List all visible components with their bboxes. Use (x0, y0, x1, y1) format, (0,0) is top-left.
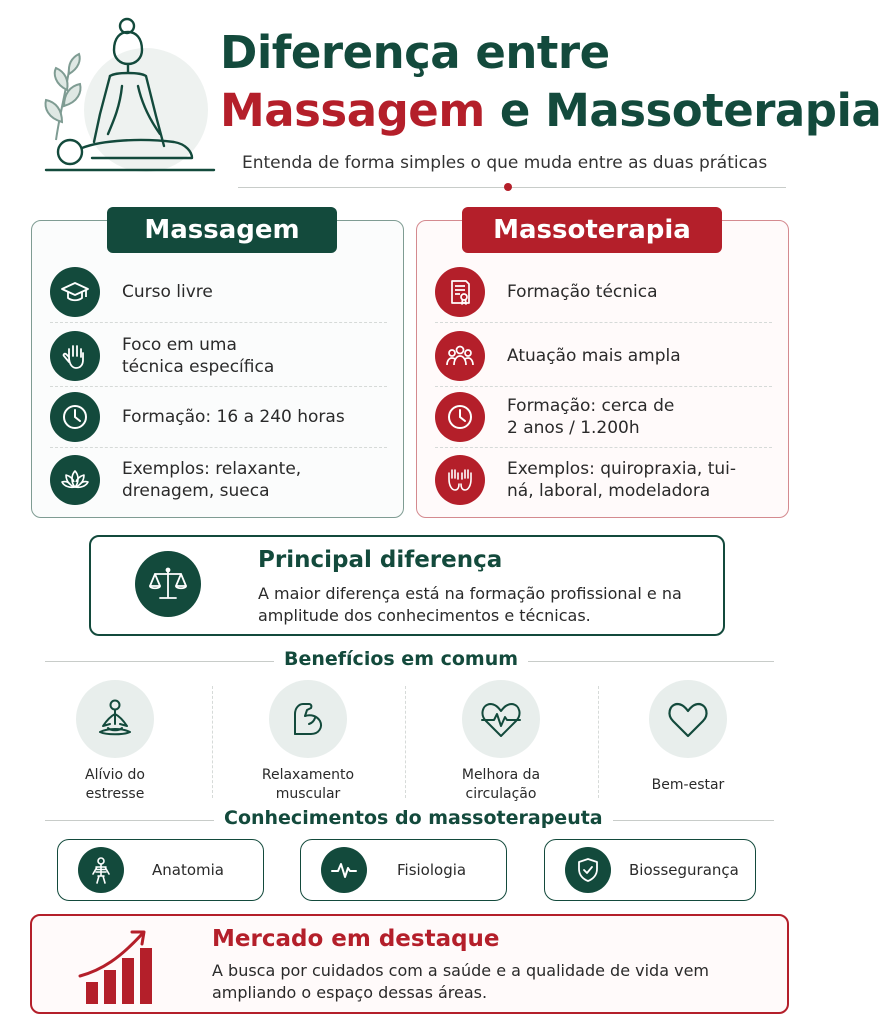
hand-icon (50, 331, 100, 381)
lotus-icon (50, 455, 100, 505)
growth-chart-icon (76, 926, 156, 1006)
knowledge-label: Biossegurança (629, 861, 739, 879)
header-divider (238, 187, 786, 188)
divider (50, 322, 387, 323)
massoterapia-item-text: Atuação mais ampla (507, 346, 681, 366)
massagem-item-text: Foco em uma técnica específica (122, 335, 275, 377)
divider (212, 686, 213, 798)
divider (435, 386, 772, 387)
massagem-card-title: Massagem (107, 207, 337, 253)
pulse-icon (321, 847, 367, 893)
hands-icon (435, 455, 485, 505)
massoterapia-item (435, 392, 772, 442)
benefit-item (421, 680, 581, 804)
header-divider-dot (504, 183, 512, 191)
knowledge-pill-biosseguranca (544, 839, 756, 901)
massoterapia-card (416, 215, 789, 518)
divider (50, 447, 387, 448)
heartbeat-icon (462, 680, 540, 758)
massagem-item (50, 267, 387, 317)
divider (405, 686, 406, 798)
principal-diferenca-text: A maior diferença está na formação profissional e na amplitude dos conhecimentos e técnicas. (258, 584, 682, 625)
divider (50, 386, 387, 387)
massagem-item-text: Curso livre (122, 282, 213, 302)
massoterapia-item-text: Formação: cerca de 2 anos / 1.200h (507, 396, 675, 438)
clock-icon (435, 392, 485, 442)
divider (598, 686, 599, 798)
knowledge-pill-anatomia (57, 839, 264, 901)
massagem-item (50, 392, 387, 442)
massoterapia-item (435, 331, 772, 381)
group-icon (435, 331, 485, 381)
scales-icon (135, 551, 201, 617)
massagem-item-text: Exemplos: relaxante, drenagem, sueca (122, 459, 302, 501)
benefit-label: Alívio do estresse (85, 767, 145, 802)
certificate-icon (435, 267, 485, 317)
clock-icon (50, 392, 100, 442)
graduation-cap-icon (50, 267, 100, 317)
benefit-label: Melhora da circulação (461, 767, 541, 802)
title-massagem: Massagem (220, 84, 485, 137)
divider (435, 447, 772, 448)
knowledge-pill-fisiologia (300, 839, 507, 901)
massage-illustration (26, 12, 216, 184)
massoterapia-item-text: Exemplos: quiropraxia, tui-ná, laboral, modeladora (507, 459, 737, 501)
divider (435, 322, 772, 323)
conhecimentos-heading: Conhecimentos do massoterapeuta (214, 807, 613, 829)
shield-check-icon (565, 847, 611, 893)
subtitle: Entenda de forma simples o que muda entre as duas práticas (242, 153, 768, 173)
skeleton-icon (78, 847, 124, 893)
principal-diferenca-title: Principal diferença (258, 547, 503, 573)
benefit-label: Bem-estar (651, 777, 725, 793)
knowledge-label: Fisiologia (397, 861, 467, 879)
benefit-label: Relaxamento muscular (261, 767, 355, 802)
muscle-arm-icon (269, 680, 347, 758)
mercado-destaque-text: A busca por cuidados com a saúde e a qualidade de vida vem ampliando o espaço dessas áreas. (212, 961, 709, 1002)
principal-diferenca-box (89, 535, 725, 636)
massoterapia-item-text: Formação técnica (507, 282, 658, 302)
mercado-destaque-box (30, 914, 789, 1014)
benefit-item (35, 680, 195, 804)
benefit-item (228, 680, 388, 804)
massoterapia-card-title: Massoterapia (462, 207, 722, 253)
massagem-item (50, 331, 387, 381)
knowledge-label: Anatomia (152, 861, 224, 879)
massagem-item (50, 455, 387, 505)
massoterapia-item (435, 455, 772, 505)
meditation-icon (76, 680, 154, 758)
massagem-item-text: Formação: 16 a 240 horas (122, 407, 345, 427)
benefit-item (608, 680, 768, 795)
heart-icon (649, 680, 727, 758)
beneficios-heading: Benefícios em comum (274, 648, 528, 670)
page-title-line-1: Diferença entre (220, 26, 610, 79)
title-massoterapia: e Massoterapia (499, 84, 881, 137)
massoterapia-item (435, 267, 772, 317)
page-title-line-2 (220, 84, 881, 137)
massagem-card (31, 215, 404, 518)
mercado-destaque-title: Mercado em destaque (212, 926, 500, 952)
